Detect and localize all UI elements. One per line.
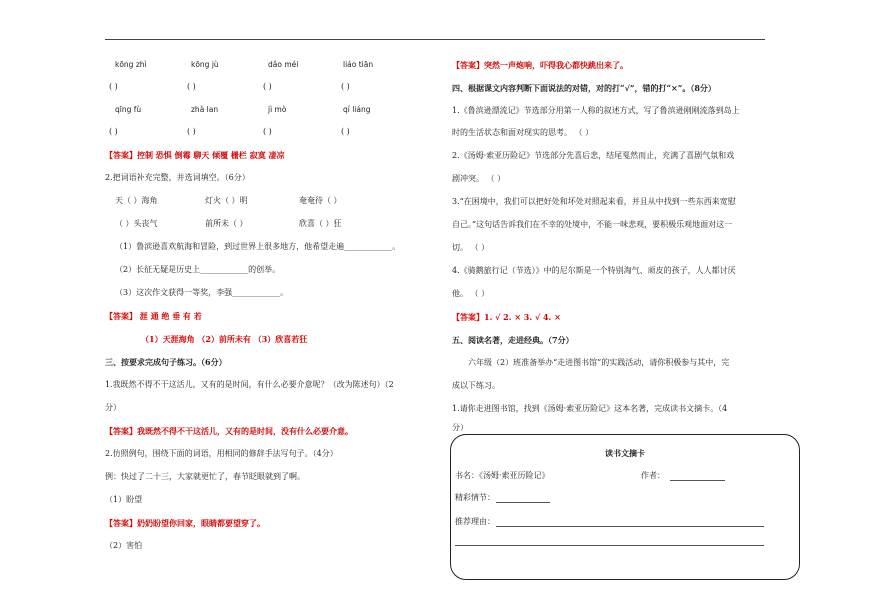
idiom-item: 前所未（ ） <box>205 219 248 228</box>
section-title: 四、根据课文内容判断下面说法的对错，对的打“√”，错的打“×”。（8分） <box>452 83 716 93</box>
pinyin-item: qīng fù <box>115 105 142 114</box>
section-title: 五、阅读名著，走进经典。（7分） <box>452 335 574 345</box>
excerpt-field[interactable] <box>496 502 550 503</box>
answer-blank[interactable]: ( ) <box>109 127 118 136</box>
header-rule <box>105 39 765 40</box>
question-item: 3.“在困境中，我们可以把好处和坏处对照起来看，并且从中找到一些东西来宽慰 <box>452 197 736 206</box>
answer-text: 【答案】奶奶盼望你回家，眼睛都要望穿了。 <box>105 518 265 528</box>
card-title: 读书文摘卡 <box>605 448 645 458</box>
answer-blank[interactable]: ( ) <box>187 82 196 91</box>
question-title: 2.把词语补充完整，并选词填空。（6分） <box>105 173 250 182</box>
question-item: 六年级（2）班准备举办“走进图书馆”的实践活动，请你积极参与其中，完 <box>468 358 730 367</box>
idiom-item: （ ）头丧气 <box>115 219 158 228</box>
idiom-item: 灯火（ ）明 <box>205 196 248 205</box>
reason-field[interactable] <box>496 526 764 527</box>
question-item: 自己。”这句话告诉我们在不幸的处境中，不能一味悲观，要积极乐观地面对这一 <box>452 220 733 229</box>
answer-blank[interactable]: ( ) <box>187 127 196 136</box>
question-item: 切。 （ ） <box>452 243 490 252</box>
question-item: （2）害怕 <box>105 541 143 550</box>
answer-blank[interactable]: ( ) <box>341 82 350 91</box>
pinyin-item: zhà lan <box>191 105 219 114</box>
example-text: 例：快过了二十三，大家就更忙了，春节眨眼就到了啊。 <box>105 472 305 481</box>
pinyin-item: kōng jù <box>191 60 219 69</box>
idiom-item: 欣喜（ ）狂 <box>299 219 342 228</box>
question-item: （2）长征无疑是历史上____________的创举。 <box>115 265 281 274</box>
question-item: 2.《汤姆·索亚历险记》节选部分先喜后悲，结尾戛然而止，充满了喜剧气氛和戏 <box>452 151 735 160</box>
question-item: 1.《鲁滨逊漂流记》节选部分用第一人称的叙述方式，写了鲁滨逊刚刚流落到岛上 <box>452 106 740 115</box>
question-item: 分） <box>105 403 121 412</box>
question-item: 4.《骑鹅旅行记（节选）》中的尼尔斯是一个特别淘气、顽皮的孩子，人人都讨厌 <box>452 266 736 275</box>
question-item: （1）鲁滨逊喜欢航海和冒险，到过世界上很多地方，他希望走遍____________。 <box>115 242 401 251</box>
answer-text: 【答案】我既然不得不干这活儿，又有的是时间，没有什么必要介意。 <box>105 426 353 436</box>
pinyin-item: jì mò <box>268 105 287 114</box>
section-title: 三、按要求完成句子练习。（6分） <box>105 357 227 367</box>
question-item: （1）盼望 <box>105 495 143 504</box>
question-item: （3）这次作文获得一等奖，李强____________。 <box>115 288 289 297</box>
pinyin-item: kōng zhì <box>115 60 147 69</box>
excerpt-label: 精彩情节： <box>455 493 495 502</box>
reason-label: 推荐理由： <box>455 517 495 526</box>
reason-field-line[interactable] <box>455 545 764 546</box>
question-item: 成以下练习。 <box>452 381 500 390</box>
question-item: 时的生活状态和面对现实的思考。 （ ） <box>452 128 594 137</box>
answer-blank[interactable]: ( ) <box>263 82 272 91</box>
answer-text: 【答案】控制 恐惧 倒霉 聊天 倾覆 栅栏 寂寞 凄凉 <box>105 150 285 160</box>
idiom-item: 天（ ）海角 <box>115 196 158 205</box>
question-item: 1.请你走进图书馆，找到《汤姆·索亚历险记》这本名著，完成读书文摘卡。（4 <box>452 404 728 413</box>
question-item: 2.仿照例句，围绕下面的词语，用相同的修辞手法写句子。（4分） <box>105 449 338 458</box>
answer-text: （1）天涯海角 （2）前所未有 （3）欣喜若狂 <box>141 334 308 344</box>
author-field[interactable] <box>670 480 725 481</box>
answer-text: 【答案】突然一声炮响，吓得我心都快跳出来了。 <box>452 60 628 70</box>
pinyin-item: liáo tiān <box>343 60 374 69</box>
answer-blank[interactable]: ( ) <box>341 127 350 136</box>
idiom-item: 奄奄待（ ） <box>299 196 342 205</box>
answer-text: 【答案】 涯 通 绝 垂 有 若 <box>105 311 202 321</box>
question-item: 他。 （ ） <box>452 289 490 298</box>
question-item: 1.我既然不得不干这活儿，又有的是时间，有什么必要介意呢？（改为陈述句）（2 <box>105 380 394 389</box>
answer-text: 【答案】1. √ 2. × 3. √ 4. × <box>452 312 561 322</box>
pinyin-item: qí liáng <box>343 105 371 114</box>
pinyin-item: dǎo méi <box>268 60 299 69</box>
question-item: 分） <box>452 423 468 432</box>
question-item: 剧冲突。 （ ） <box>452 174 506 183</box>
answer-blank[interactable]: ( ) <box>263 127 272 136</box>
author-label: 作者： <box>641 471 665 480</box>
answer-blank[interactable]: ( ) <box>109 82 118 91</box>
reading-excerpt-card <box>450 434 800 580</box>
book-name-label: 书名：《汤姆·索亚历险记》 <box>455 471 550 480</box>
